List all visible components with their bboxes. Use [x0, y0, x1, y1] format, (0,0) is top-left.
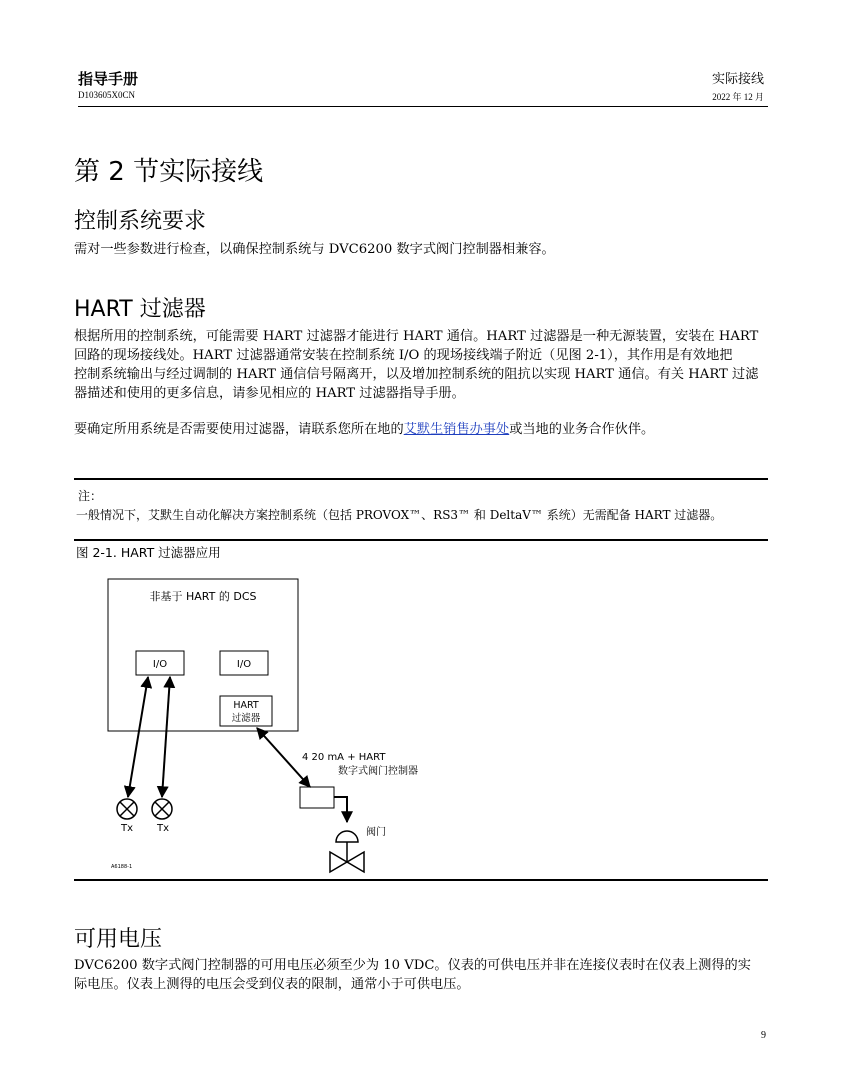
- io-label-1: I/O: [152, 659, 168, 670]
- paragraph-line: 回路的现场接线处。HART 过滤器通常安装在控制系统 I/O 的现场接线端子附近（见图 2‐1），其作用是有效地把: [74, 348, 733, 363]
- hart-filter-heading: HART 过滤器: [74, 297, 206, 322]
- document-code: D103605X0CN: [78, 90, 136, 100]
- figure-caption: 图 2‐1. HART 过滤器应用: [76, 545, 221, 560]
- paragraph-line: DVC6200 数字式阀门控制器的可用电压必须至少为 10 VDC。仪表的可供电压并非在连接仪表时在仪表上测得的实: [74, 958, 751, 973]
- contact-suffix: 或当地的业务合作伙伴。: [509, 422, 655, 437]
- io-tx-arrow-1: [128, 677, 148, 797]
- tx-label-1: Tx: [120, 823, 134, 834]
- contact-prefix: 要确定所用系统是否需要使用过滤器，请联系您所在地的: [74, 422, 404, 437]
- transmitter-1-icon: [117, 799, 137, 819]
- page-number: 9: [761, 1030, 766, 1041]
- paragraph-line: 器描述和使用的更多信息，请参见相应的 HART 过滤器指导手册。: [74, 386, 465, 401]
- io-label-2: I/O: [236, 659, 252, 670]
- sales-office-link[interactable]: 艾默生销售办事处: [403, 422, 510, 437]
- valve-label: 阀门: [366, 827, 386, 838]
- paragraph-line: 控制系统输出与经过调制的 HART 通信信号隔离开，以及增加控制系统的阻抗以实现 HART 通信。有关 HART 过滤: [74, 367, 759, 382]
- paragraph-line: 际电压。仪表上测得的电压会受到仪表的限制，通常小于可供电压。: [74, 977, 470, 992]
- section-title: 第 2 节实际接线: [74, 157, 264, 187]
- hart-filter-label-line2: 过滤器: [231, 713, 261, 724]
- controller-valve-line: [334, 797, 347, 822]
- transmitter-2-icon: [152, 799, 172, 819]
- voltage-paragraph: [74, 956, 768, 994]
- header-date: 2022 年 12 月: [712, 92, 764, 102]
- paragraph-line: 根据所用的控制系统，可能需要 HART 过滤器才能进行 HART 通信。HART 过滤器是一种无源装置，安装在 HART: [74, 329, 759, 344]
- io-tx-arrow-2: [162, 677, 170, 797]
- valve-icon: [330, 831, 364, 872]
- control-requirements-text: 需对一些参数进行检查，以确保控制系统与 DVC6200 数字式阀门控制器相兼容。: [74, 242, 555, 257]
- tx-label-2: Tx: [156, 823, 170, 834]
- header-section-name: 实际接线: [711, 72, 764, 87]
- figure-id: A6188-1: [111, 864, 133, 870]
- figure-bottom-rule: [74, 879, 768, 881]
- note-text: 一般情况下，艾默生自动化解决方案控制系统（包括 PROVOX™、RS3™ 和 DeltaV™ 系统）无需配备 HART 过滤器。: [76, 508, 723, 522]
- manual-type: 指导手册: [78, 70, 139, 88]
- voltage-heading: 可用电压: [74, 927, 163, 952]
- control-requirements-heading: 控制系统要求: [74, 209, 207, 234]
- note-label: 注：: [78, 489, 103, 503]
- controller-box: [300, 787, 334, 808]
- hart-filter-label-line1: HART: [233, 700, 259, 711]
- dcs-label: 非基于 HART 的 DCS: [149, 590, 257, 603]
- signal-label: 4 20 mA + HART: [302, 752, 386, 763]
- controller-label: 数字式阀门控制器: [338, 766, 418, 777]
